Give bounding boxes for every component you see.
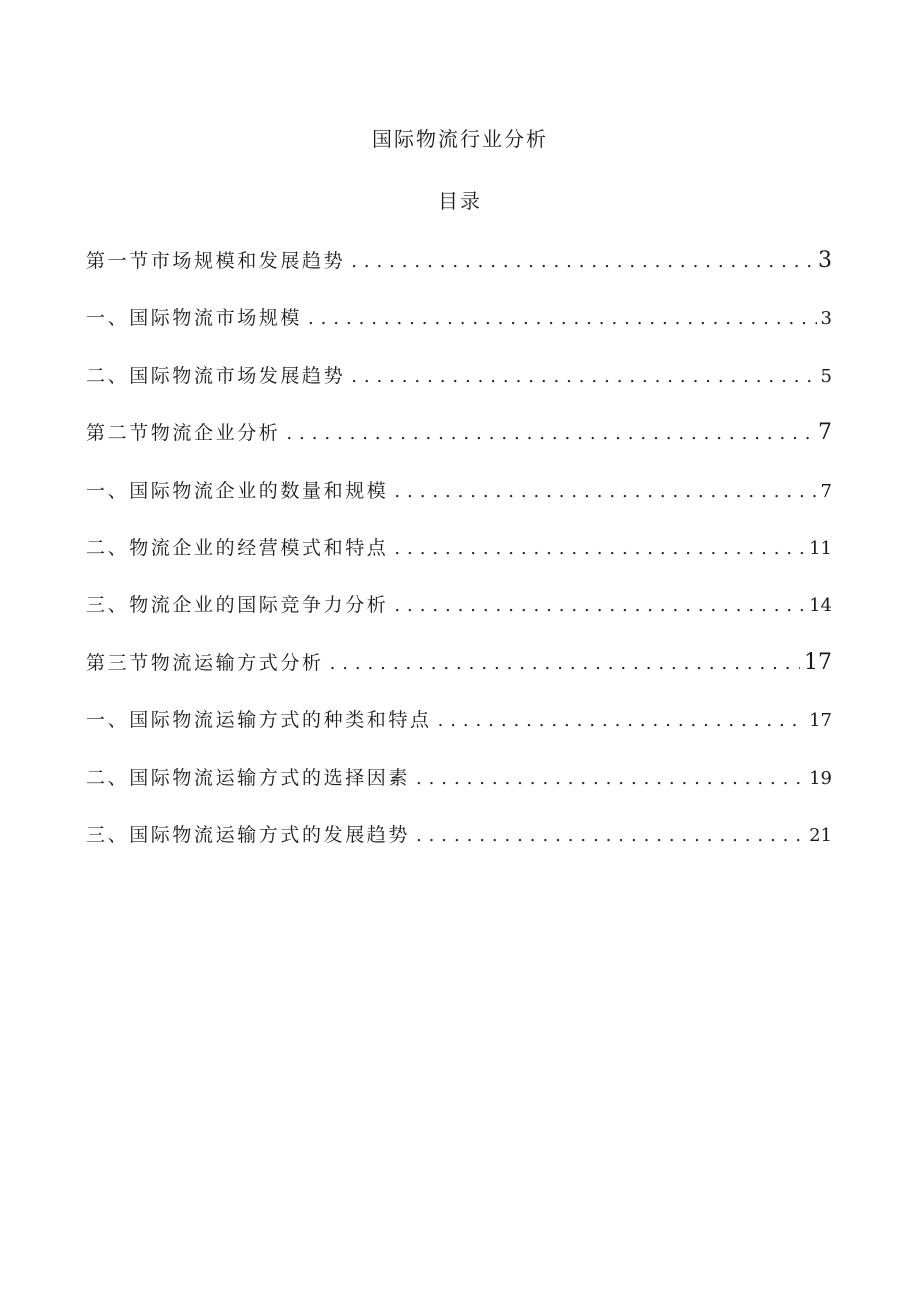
toc-dot-leader xyxy=(351,247,814,277)
toc-entry-section-2[interactable] xyxy=(86,418,832,475)
toc-entry-2-1[interactable] xyxy=(86,476,832,533)
toc-page-number: 7 xyxy=(820,480,832,502)
toc-page-number: 7 xyxy=(818,420,832,446)
toc-entry-label: 二、物流企业的经营模式和特点 xyxy=(86,536,389,559)
toc-entry-2-3[interactable] xyxy=(86,590,832,647)
toc-entry-2-2[interactable] xyxy=(86,533,832,590)
toc-entry-label: 一、国际物流市场规模 xyxy=(86,307,303,330)
toc-entry-label: 第二节物流企业分析 xyxy=(86,422,281,445)
toc-entry-label: 第一节市场规模和发展趋势 xyxy=(86,250,346,272)
document-title: 国际物流行业分析 xyxy=(372,127,548,151)
toc-entry-label: 三、物流企业的国际竞争力分析 xyxy=(86,594,389,617)
toc-entry-label: 一、国际物流企业的数量和规模 xyxy=(86,479,389,502)
toc-page-number: 3 xyxy=(818,248,832,273)
toc-entry-3-2[interactable] xyxy=(86,763,832,820)
toc-entry-label: 二、国际物流运输方式的选择因素 xyxy=(86,766,411,789)
toc-dot-leader xyxy=(330,649,800,679)
toc-page-number: 21 xyxy=(809,824,832,846)
table-of-contents xyxy=(86,246,832,877)
toc-entry-1-2[interactable] xyxy=(86,361,832,418)
toc-dot-leader xyxy=(438,706,805,736)
toc-dot-leader xyxy=(308,304,817,334)
toc-page-number: 19 xyxy=(809,767,832,789)
toc-page-number: 14 xyxy=(809,595,832,617)
toc-page-number: 3 xyxy=(820,308,832,330)
toc-dot-leader xyxy=(351,362,816,392)
toc-page-number: 17 xyxy=(804,649,832,675)
toc-entry-label: 一、国际物流运输方式的种类和特点 xyxy=(86,709,432,732)
toc-page-number: 5 xyxy=(820,365,832,387)
toc-entry-3-3[interactable] xyxy=(86,820,832,877)
toc-dot-leader xyxy=(416,764,805,794)
toc-entry-section-3[interactable] xyxy=(86,648,832,705)
toc-dot-leader xyxy=(394,477,816,507)
toc-dot-leader xyxy=(416,821,805,851)
toc-dot-leader xyxy=(394,534,805,564)
toc-heading: 目录 xyxy=(438,189,482,213)
toc-dot-leader xyxy=(286,419,814,449)
toc-page-number: 17 xyxy=(809,710,832,732)
toc-entry-label: 二、国际物流市场发展趋势 xyxy=(86,364,346,387)
toc-dot-leader xyxy=(394,591,805,621)
toc-page-number: 11 xyxy=(809,537,832,559)
toc-entry-1-1[interactable] xyxy=(86,303,832,360)
toc-entry-3-1[interactable] xyxy=(86,705,832,762)
toc-entry-label: 第三节物流运输方式分析 xyxy=(86,651,324,674)
toc-entry-section-1[interactable] xyxy=(86,246,832,303)
toc-entry-label: 三、国际物流运输方式的发展趋势 xyxy=(86,823,411,846)
